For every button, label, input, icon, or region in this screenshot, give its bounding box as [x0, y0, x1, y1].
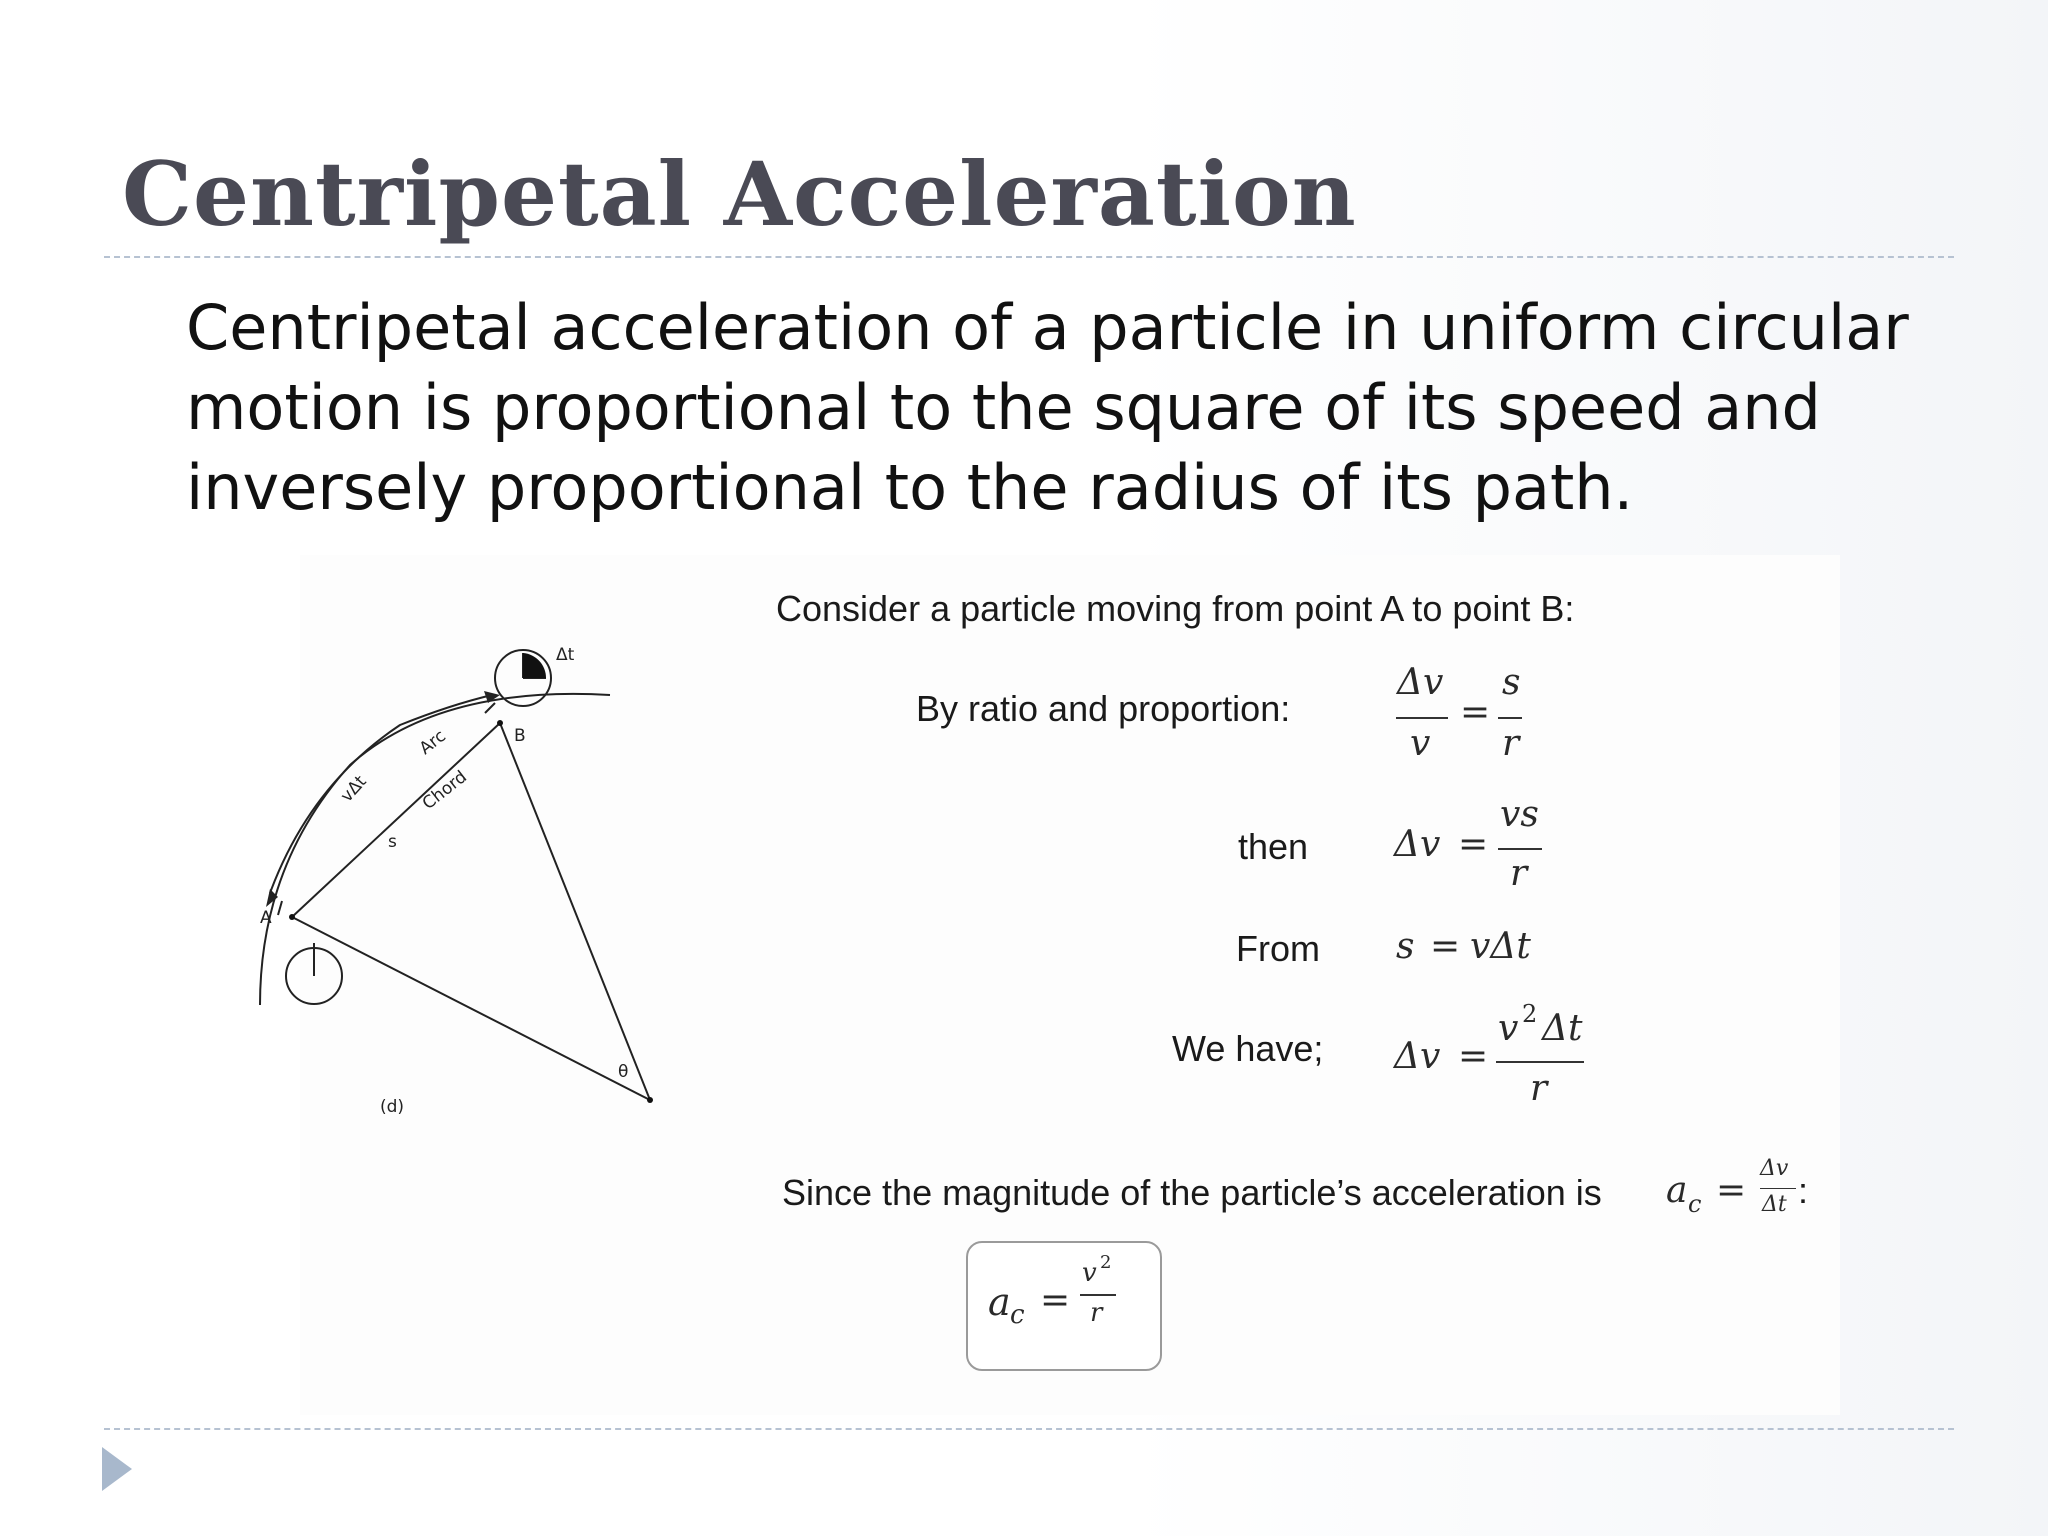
label-chord: Chord: [418, 767, 471, 814]
result-eq: =: [1040, 1280, 1071, 1321]
we-have-label: We have;: [1172, 1028, 1324, 1069]
label-arc: Arc: [415, 726, 450, 759]
eq1-s: s: [1502, 662, 1521, 703]
since-a: a: [1666, 1170, 1688, 1211]
intro-paragraph: Centripetal acceleration of a particle in uniform circular motion is proportional to the square of its speed and inversely proportional to the radius of its path.: [186, 291, 1909, 524]
radius-oa: [292, 917, 650, 1100]
eq4-dt: Δt: [1542, 1008, 1583, 1049]
title-divider: [104, 256, 1954, 258]
then-label: then: [1238, 826, 1309, 867]
result-c: c: [1010, 1300, 1025, 1330]
eq1-dv: Δv: [1397, 662, 1444, 703]
label-s: s: [388, 832, 397, 852]
result-sup2: 2: [1100, 1252, 1112, 1273]
eq4-sup2: 2: [1522, 1000, 1538, 1028]
label-theta: θ: [618, 1062, 629, 1082]
since-dt: Δt: [1762, 1192, 1787, 1217]
eq4-r: r: [1530, 1068, 1548, 1109]
result-v: v: [1082, 1258, 1097, 1288]
since-c: c: [1688, 1190, 1702, 1218]
result-a: a: [988, 1280, 1011, 1324]
eq2-vs: vs: [1500, 794, 1539, 835]
since-dv: Δv: [1760, 1156, 1789, 1181]
chord-line: [292, 723, 500, 917]
ratio-label: By ratio and proportion:: [916, 688, 1291, 729]
radius-ob: [500, 723, 650, 1100]
eq4-v: v: [1498, 1008, 1519, 1049]
eq1-v: v: [1410, 723, 1431, 764]
since-colon: :: [1798, 1170, 1809, 1211]
since-eq: =: [1716, 1170, 1747, 1211]
from-label: From: [1236, 928, 1320, 969]
eq2-eq: =: [1458, 824, 1489, 865]
eq3-s: s: [1396, 926, 1415, 967]
play-triangle-icon[interactable]: [102, 1447, 132, 1491]
label-v-delta-t: vΔt: [336, 771, 371, 807]
eq2-dv: Δv: [1394, 824, 1441, 865]
eq4-eq: =: [1458, 1036, 1489, 1077]
footer-divider: [104, 1428, 1954, 1430]
eq3-vdt: vΔt: [1470, 926, 1531, 967]
circular-motion-diagram: [230, 615, 670, 1145]
eq3-eq: =: [1430, 926, 1461, 967]
eq4-dv: Δv: [1394, 1036, 1441, 1077]
label-b: B: [514, 726, 526, 746]
consider-text: Consider a particle moving from point A to point B:: [776, 588, 1575, 629]
eq1-eq: =: [1460, 692, 1491, 733]
eq2-r: r: [1510, 853, 1528, 894]
label-a: A: [260, 908, 272, 928]
label-delta-t: Δt: [556, 645, 575, 665]
slide-title: Centripetal Acceleration: [122, 142, 1357, 246]
result-r: r: [1090, 1298, 1103, 1328]
label-caption: (d): [380, 1097, 405, 1117]
vdt-arc: [270, 695, 492, 893]
since-text: Since the magnitude of the particle’s acceleration is: [782, 1172, 1602, 1213]
eq1-r: r: [1502, 723, 1520, 764]
